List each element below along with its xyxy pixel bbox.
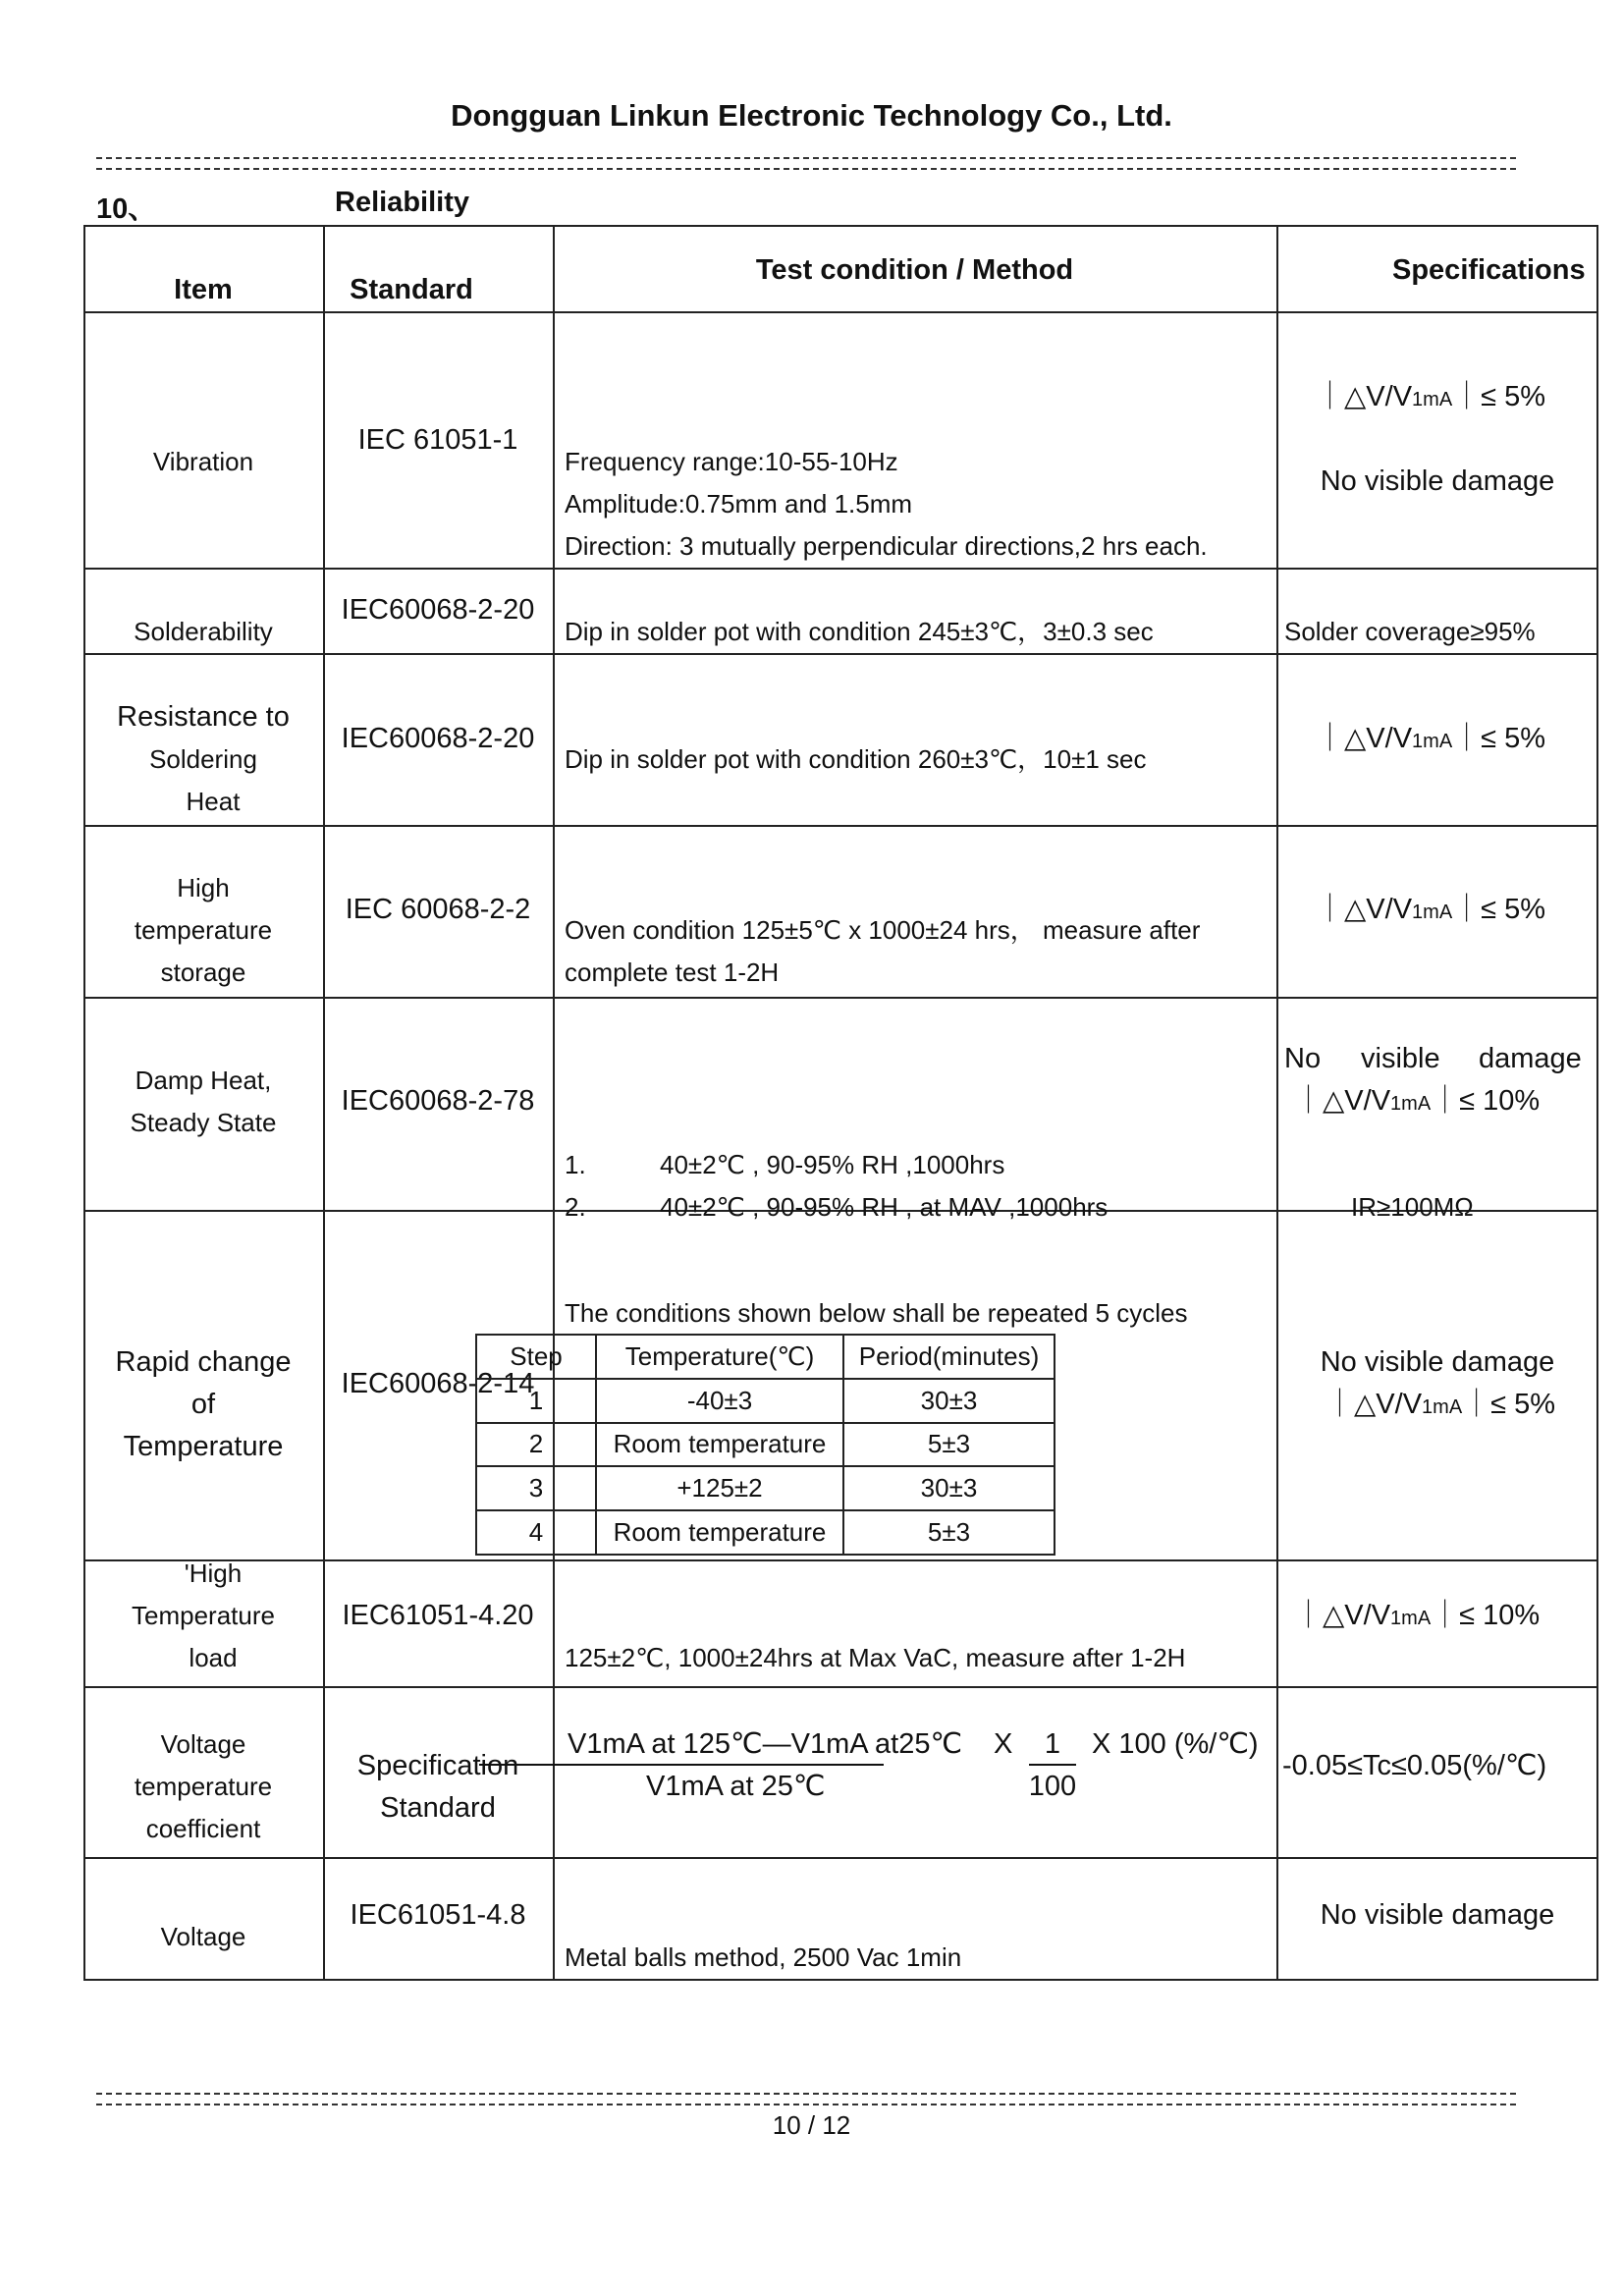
row-vibration-method-line: Direction: 3 mutually perpendicular directions,2 hrs each. bbox=[565, 531, 1208, 561]
header-divider bbox=[96, 157, 1516, 170]
row-damp-spec-word: No bbox=[1284, 1043, 1322, 1074]
cycle-table-row bbox=[476, 1423, 1055, 1467]
cycle-table-row bbox=[476, 1379, 1055, 1423]
cycle-table-header bbox=[476, 1335, 1055, 1379]
row-vibration-spec-delta: ｜△V/V1mA｜≤ 5% bbox=[1316, 381, 1546, 412]
row-htl-item-line: load bbox=[189, 1643, 238, 1672]
row-hts-standard: IEC 60068-2-2 bbox=[345, 894, 531, 925]
row-vibration-method-line: Frequency range:10-55-10Hz bbox=[565, 447, 898, 476]
section-title: Reliability bbox=[335, 187, 469, 218]
row-resistance-standard: IEC60068-2-20 bbox=[341, 723, 535, 754]
row-damp-method-num: 1. bbox=[565, 1150, 586, 1179]
cycle-table bbox=[475, 1334, 1055, 1556]
cycle-cell: 1 bbox=[476, 1379, 596, 1423]
row-voltage-method: Metal balls method, 2500 Vac 1min bbox=[565, 1942, 962, 1972]
cycle-cell: Room temperature bbox=[596, 1510, 843, 1555]
cycle-header-cell: Step bbox=[476, 1335, 596, 1379]
row-voltage-item: Voltage bbox=[160, 1922, 246, 1951]
row-htl-method: 125±2℃, 1000±24hrs at Max VaC, measure after 1-2H bbox=[565, 1643, 1186, 1672]
page-number: 10 / 12 bbox=[772, 2110, 851, 2140]
row-damp-item-line: Steady State bbox=[130, 1108, 277, 1137]
row-damp-item-line: Damp Heat, bbox=[135, 1066, 272, 1095]
row-damp-spec-delta: ｜△V/V1mA｜≤ 10% bbox=[1294, 1085, 1541, 1117]
row-damp-spec-word: visible bbox=[1361, 1043, 1440, 1074]
row-hts-item-line: High bbox=[177, 873, 230, 902]
row-solderability-method: Dip in solder pot with condition 245±3℃，3±0.3 sec bbox=[565, 617, 1154, 646]
row-damp-method-num: 2. bbox=[565, 1192, 586, 1222]
cycle-cell: 3 bbox=[476, 1466, 596, 1510]
company-name: Dongguan Linkun Electronic Technology Co., Ltd. bbox=[451, 98, 1172, 133]
cycle-header-cell: Period(minutes) bbox=[843, 1335, 1055, 1379]
row-voltage-standard: IEC61051-4.8 bbox=[350, 1899, 526, 1931]
row-rapid-item-line: of bbox=[190, 1389, 216, 1420]
cycle-cell: Room temperature bbox=[596, 1423, 843, 1467]
row-rapid-item-line: Temperature bbox=[123, 1431, 284, 1462]
footer-divider bbox=[96, 2093, 1516, 2105]
row-damp-standard: IEC60068-2-78 bbox=[341, 1085, 535, 1117]
col-header-standard: Standard bbox=[350, 274, 473, 305]
formula-multiply: X bbox=[994, 1728, 1013, 1760]
formula-numerator: V1mA at 125℃—V1mA at25℃ bbox=[568, 1728, 963, 1760]
row-damp-spec-word: damage bbox=[1479, 1043, 1582, 1074]
row-rapid-spec-delta: ｜△V/V1mA｜≤ 5% bbox=[1325, 1389, 1556, 1420]
row-rapid-item-line: Rapid change bbox=[115, 1346, 292, 1378]
row-hts-method-line: Oven condition 125±5℃ x 1000±24 hrs， measure after bbox=[565, 915, 1201, 945]
row-htl-item-line: 'High bbox=[184, 1558, 243, 1588]
row-vibration-item: Vibration bbox=[152, 447, 254, 476]
row-resistance-item-line: Resistance to bbox=[117, 701, 290, 733]
row-rapid-standard: IEC60068-2-14 bbox=[341, 1368, 535, 1399]
row-htl-spec: ｜△V/V1mA｜≤ 10% bbox=[1294, 1600, 1541, 1631]
row-damp-spec-ir: IR≥100MΩ bbox=[1351, 1192, 1474, 1222]
cycle-cell: 5±3 bbox=[843, 1423, 1055, 1467]
cycle-cell: 30±3 bbox=[843, 1466, 1055, 1510]
row-vibration-spec-damage: No visible damage bbox=[1320, 465, 1555, 497]
row-hts-item-line: temperature bbox=[134, 915, 273, 945]
row-vibration-standard: IEC 61051-1 bbox=[357, 424, 518, 456]
row-solderability-standard: IEC60068-2-20 bbox=[341, 594, 535, 626]
row-vtc-item-line: Voltage bbox=[160, 1729, 246, 1759]
cycle-cell: -40±3 bbox=[596, 1379, 843, 1423]
row-hts-spec: ｜△V/V1mA｜≤ 5% bbox=[1316, 894, 1546, 925]
row-vtc-standard-line: Specification bbox=[356, 1750, 519, 1781]
formula-denominator: V1mA at 25℃ bbox=[646, 1771, 826, 1802]
row-damp-method-line: 40±2℃ , 90-95% RH ,1000hrs bbox=[660, 1150, 1005, 1179]
row-vibration-method-line: Amplitude:0.75mm and 1.5mm bbox=[565, 489, 913, 519]
row-rapid-spec-damage: No visible damage bbox=[1320, 1346, 1555, 1378]
row-htl-item-line: Temperature bbox=[132, 1601, 275, 1630]
row-vtc-spec: -0.05≤Tc≤0.05(%/℃) bbox=[1282, 1750, 1547, 1781]
row-hts-method-line: complete test 1-2H bbox=[565, 957, 780, 987]
row-solderability-spec: Solder coverage≥95% bbox=[1284, 617, 1536, 646]
col-header-spec: Specifications bbox=[1392, 254, 1586, 286]
row-hts-item-line: storage bbox=[160, 957, 246, 987]
row-voltage-spec: No visible damage bbox=[1320, 1899, 1555, 1931]
col-header-item: Item bbox=[174, 274, 233, 305]
cycle-cell: 5±3 bbox=[843, 1510, 1055, 1555]
cycle-header-cell: Temperature(℃) bbox=[596, 1335, 843, 1379]
cycle-cell: 30±3 bbox=[843, 1379, 1055, 1423]
row-resistance-item-line: Soldering bbox=[149, 744, 257, 774]
row-vtc-standard-line: Standard bbox=[380, 1792, 496, 1824]
row-damp-method-line: 40±2℃ , 90-95% RH , at MAV ,1000hrs bbox=[660, 1192, 1109, 1222]
row-resistance-method: Dip in solder pot with condition 260±3℃，10±1 sec bbox=[565, 744, 1147, 774]
cycle-cell: 2 bbox=[476, 1423, 596, 1467]
row-solderability-item: Solderability bbox=[134, 617, 273, 646]
row-vtc-item-line: coefficient bbox=[145, 1814, 261, 1843]
cycle-table-row bbox=[476, 1510, 1055, 1555]
formula-hundred: 100 bbox=[1028, 1771, 1077, 1802]
col-header-method: Test condition / Method bbox=[755, 254, 1074, 286]
formula-one: 1 bbox=[1044, 1728, 1061, 1760]
row-htl-standard: IEC61051-4.20 bbox=[342, 1600, 534, 1631]
cycle-cell: 4 bbox=[476, 1510, 596, 1555]
cycle-table-row bbox=[476, 1466, 1055, 1510]
row-rapid-method: The conditions shown below shall be repeated 5 cycles bbox=[565, 1298, 1188, 1328]
section-number: 10、 bbox=[96, 193, 157, 225]
row-resistance-item-line: Heat bbox=[186, 787, 241, 816]
row-resistance-spec: ｜△V/V1mA｜≤ 5% bbox=[1316, 723, 1546, 754]
formula-times-100: X 100 (%/℃) bbox=[1092, 1728, 1259, 1760]
row-vtc-item-line: temperature bbox=[134, 1772, 273, 1801]
cycle-cell: +125±2 bbox=[596, 1466, 843, 1510]
